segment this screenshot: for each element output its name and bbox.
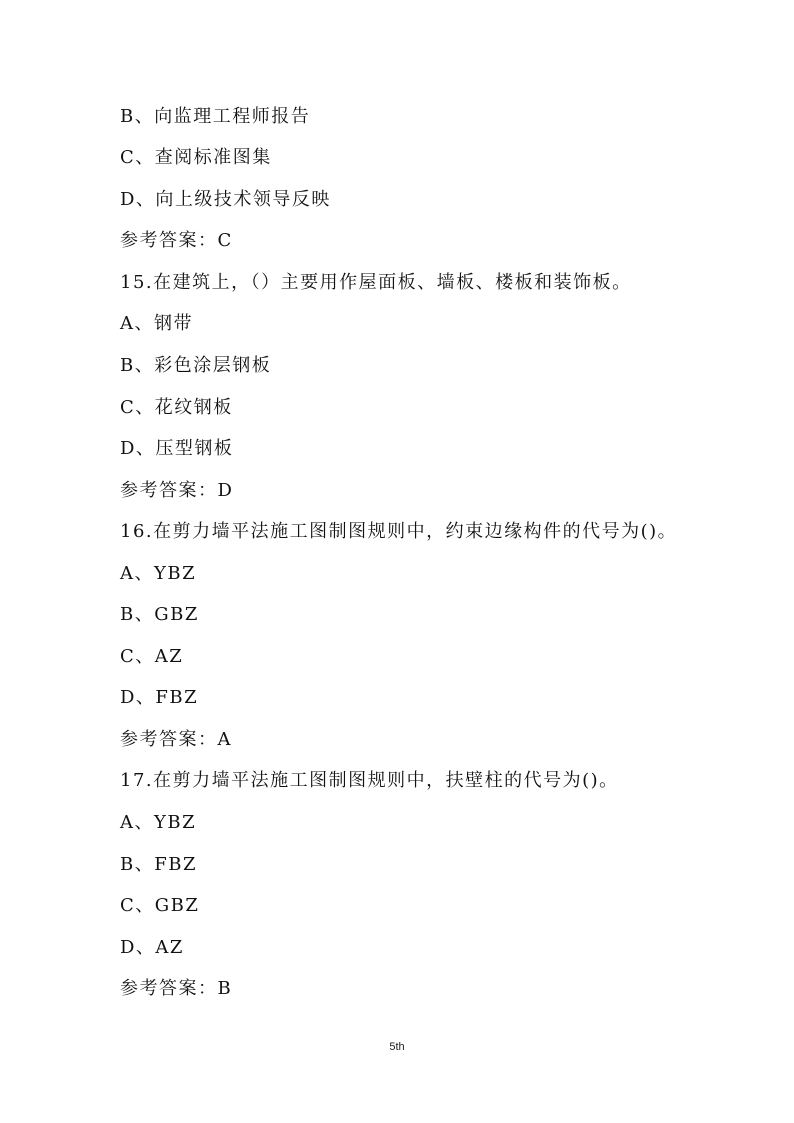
q15-option-c: C、花纹钢板 <box>120 397 233 418</box>
q17-answer: 参考答案：B <box>120 978 233 999</box>
q16-answer: 参考答案：A <box>120 729 232 750</box>
q14-answer: 参考答案：C <box>120 230 233 251</box>
q15-question: 15.在建筑上，（）主要用作屋面板、墙板、楼板和装饰板。 <box>120 272 632 293</box>
q15-option-a: A、钢带 <box>120 313 193 334</box>
q14-option-b: B、向监理工程师报告 <box>120 106 311 127</box>
q17-option-a: A、YBZ <box>120 812 197 833</box>
q14-option-c: C、查阅标准图集 <box>120 147 272 168</box>
page-number: 5th <box>389 1041 405 1053</box>
q15-option-b: B、彩色涂层钢板 <box>120 355 272 376</box>
q17-option-d: D、AZ <box>120 937 184 958</box>
q16-option-b: B、GBZ <box>120 604 199 625</box>
q17-question: 17.在剪力墙平法施工图制图规则中，扶壁柱的代号为()。 <box>120 770 619 791</box>
q17-option-c: C、GBZ <box>120 895 200 916</box>
q14-option-d: D、向上级技术领导反映 <box>120 189 331 210</box>
q16-option-a: A、YBZ <box>120 563 197 584</box>
q16-question: 16.在剪力墙平法施工图制图规则中，约束边缘构件的代号为()。 <box>120 521 678 542</box>
q16-option-d: D、FBZ <box>120 687 199 708</box>
q15-answer: 参考答案：D <box>120 480 234 501</box>
q17-option-b: B、FBZ <box>120 854 197 875</box>
q15-option-d: D、压型钢板 <box>120 438 234 459</box>
q16-option-c: C、AZ <box>120 646 184 667</box>
